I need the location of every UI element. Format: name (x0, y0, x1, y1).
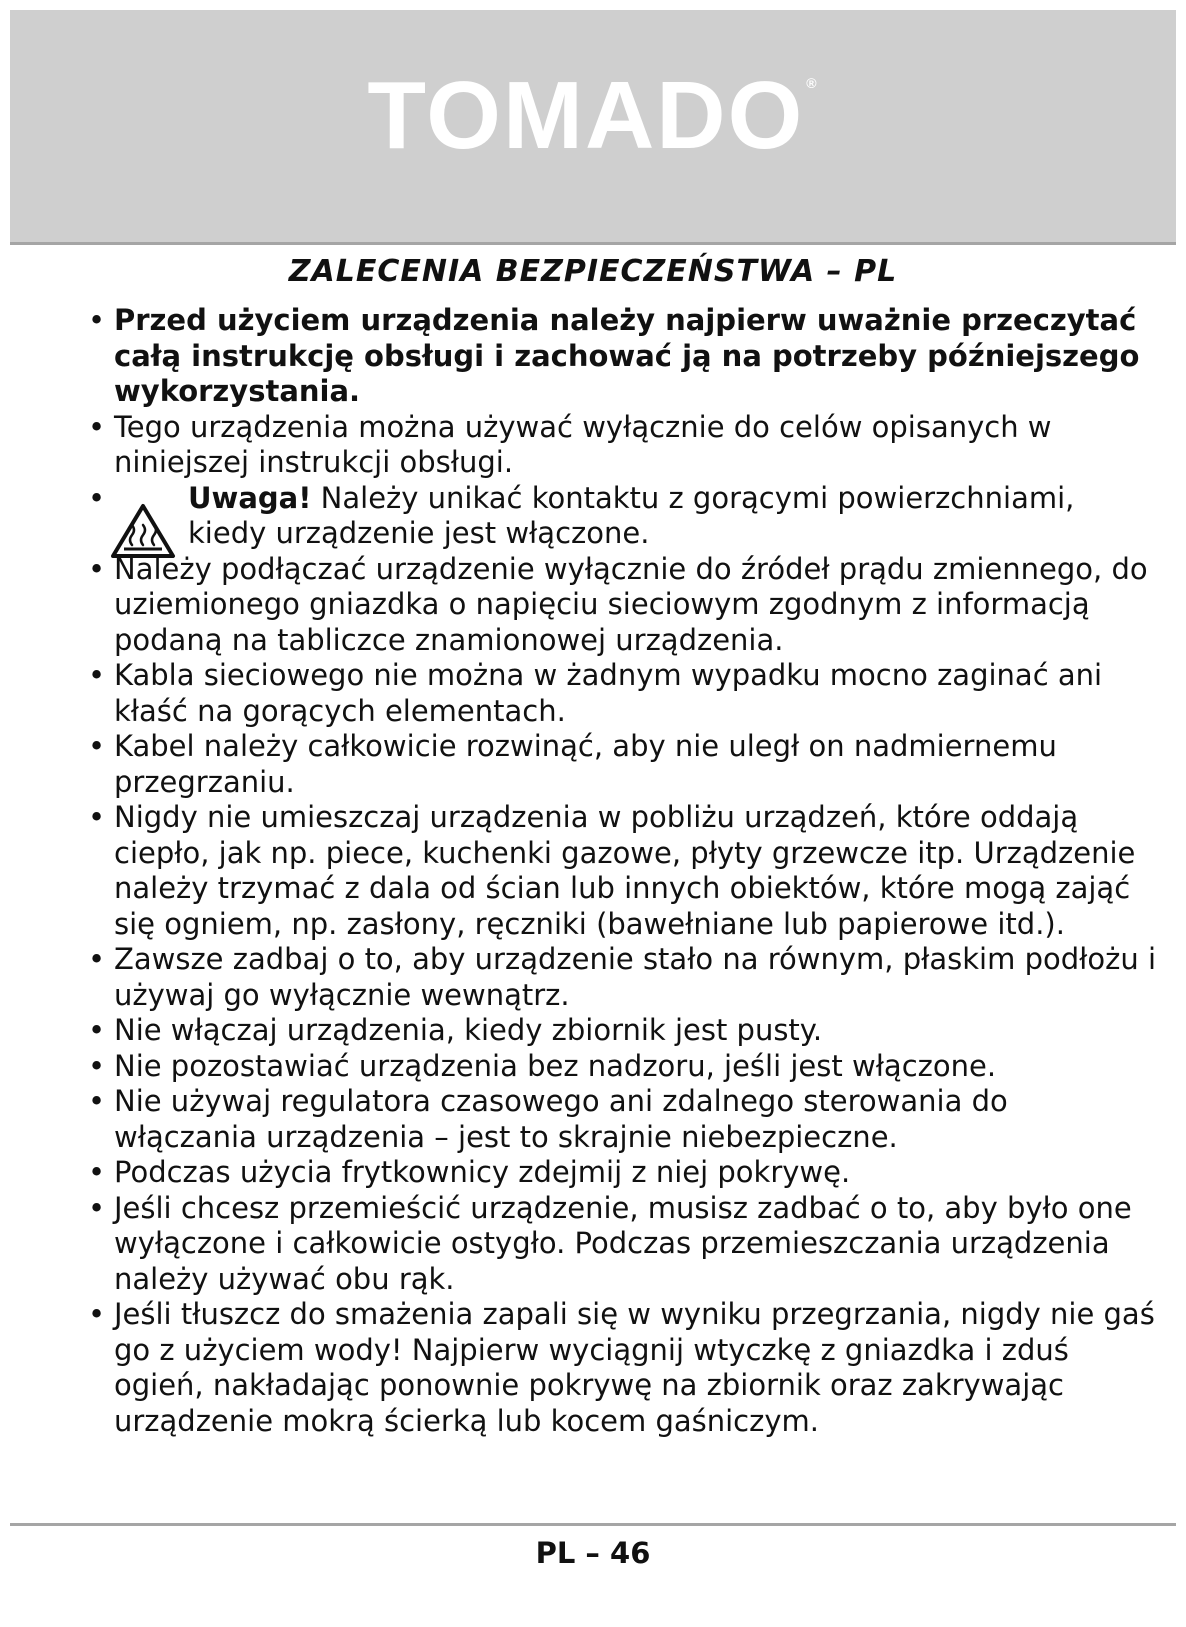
rule-text: Nigdy nie umieszczaj urządzenia w pobliżu urządzeń, które oddają ciepło, jak np. piece, kuchenki gazowe, płyty grzewcze itp. Urządzenie należy trzymać z dala od ścian lub innych obiektów, które mogą zająć się ogniem, np. zasłony, ręczniki (bawełniane lub papierowe itd.). (114, 800, 1136, 941)
rule-item (88, 1191, 1158, 1298)
bullet-icon: • (88, 942, 106, 976)
bullet-icon: • (88, 1013, 106, 1047)
rule-item (88, 1155, 1158, 1191)
rule-text: Jeśli chcesz przemieścić urządzenie, musisz zadbać o to, aby było one wyłączone i całkowicie ostygło. Podczas przemieszczania urządzenia należy używać obu rąk. (114, 1190, 1132, 1296)
rule-text: Kabel należy całkowicie rozwinąć, aby nie uległ on nadmiernemu przegrzaniu. (114, 729, 1057, 799)
rule-item (88, 1084, 1158, 1155)
rule-text: Przed użyciem urządzenia należy najpierw uważnie przeczytać całą instrukcję obsługi i zachować ją na potrzeby późniejszego wykorzystania. (114, 303, 1140, 408)
trademark-symbol: ® (806, 75, 819, 91)
rule-item (88, 1297, 1158, 1439)
hot-surface-warning-icon (110, 503, 176, 559)
rule-text: Należy unikać kontaktu z gorącymi powierzchniami, kiedy urządzenie jest włączone. (188, 480, 1075, 550)
rule-text: Tego urządzenia można używać wyłącznie do celów opisanych w niniejszej instrukcji obsługi. (114, 409, 1052, 479)
rule-text: Jeśli tłuszcz do smażenia zapali się w wyniku przegrzania, nigdy nie gaś go z użyciem wody! Najpierw wyciągnij wtyczkę z gniazdka i zduś ogień, nakładając ponownie pokrywę na zbiornik oraz zakrywając urządzenie mokrą ścierką lub kocem gaśniczym. (114, 1297, 1155, 1438)
rule-item (88, 410, 1158, 481)
bullet-icon: • (88, 729, 106, 763)
rule-text: Zawsze zadbaj o to, aby urządzenie stało na równym, płaskim podłożu i używaj go wyłącznie wewnątrz. (114, 942, 1157, 1012)
bullet-icon: • (88, 551, 106, 586)
rule-item-warning (88, 481, 1158, 552)
bullet-icon: • (88, 1190, 106, 1225)
bullet-icon: • (88, 1155, 106, 1189)
brand-name: TOMADO (367, 62, 805, 169)
page-number: PL – 46 (535, 1536, 651, 1570)
bullet-icon: • (88, 800, 106, 834)
rule-item (88, 729, 1158, 800)
brand-logo (10, 62, 1176, 169)
rule-item (88, 658, 1158, 729)
header-divider (10, 242, 1176, 245)
bullet-icon: • (88, 480, 106, 515)
footer-divider (10, 1523, 1176, 1526)
rule-item (88, 303, 1158, 410)
bullet-icon: • (88, 1084, 106, 1118)
warning-label: Uwaga! (188, 480, 312, 515)
rule-item (88, 1049, 1158, 1085)
rule-item (88, 800, 1158, 942)
bullet-icon: • (88, 658, 106, 692)
rule-item (88, 942, 1158, 1013)
rule-text: Kabla sieciowego nie można w żadnym wypadku mocno zaginać ani kłaść na gorących elementach. (114, 658, 1103, 728)
header-band (10, 10, 1176, 242)
rule-text: Nie używaj regulatora czasowego ani zdalnego sterowania do włączania urządzenia – jest to skrajnie niebezpieczne. (114, 1084, 1008, 1154)
rule-text: Podczas użycia frytkownicy zdejmij z niej pokrywę. (114, 1155, 851, 1189)
rule-item (88, 1013, 1158, 1049)
safety-rules-list (88, 303, 1158, 1439)
bullet-icon: • (88, 303, 106, 337)
rule-text: Nie pozostawiać urządzenia bez nadzoru, jeśli jest włączone. (114, 1048, 997, 1083)
bullet-icon: • (88, 409, 106, 444)
bullet-icon: • (88, 1297, 106, 1331)
rule-item (88, 552, 1158, 659)
bullet-icon: • (88, 1048, 106, 1083)
section-title: ZALECENIA BEZPIECZEŃSTWA – PL (288, 254, 898, 289)
rule-text: Należy podłączać urządzenie wyłącznie do źródeł prądu zmiennego, do uziemionego gniazdka o napięciu sieciowym zgodnym z informacją podaną na tabliczce znamionowej urządzenia. (114, 551, 1148, 657)
rule-text: Nie włączaj urządzenia, kiedy zbiornik jest pusty. (114, 1013, 823, 1047)
